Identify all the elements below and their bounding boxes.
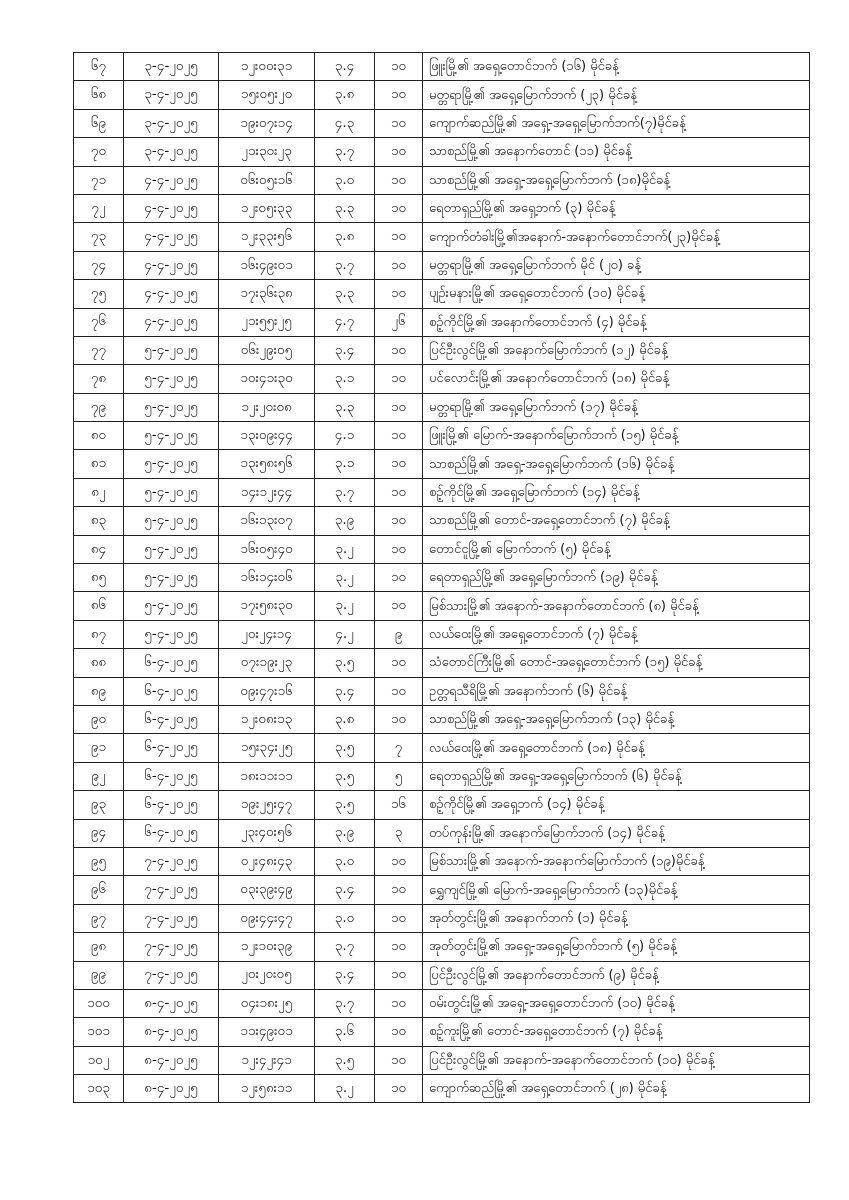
row-number-cell: ၆၇ [74, 53, 124, 81]
row-number-cell: ၇၃ [74, 223, 124, 251]
row-number-cell: ၇၂ [74, 194, 124, 222]
depth-cell: ၁၀ [375, 422, 423, 450]
date-cell: ၇-၄-၂၀၂၅ [124, 961, 219, 989]
time-cell: ၂၁း၃၀း၂၃ [219, 138, 315, 166]
depth-cell: ၁၀ [375, 53, 423, 81]
time-cell: ၀၃း၃၉း၄၉ [219, 876, 315, 904]
magnitude-cell: ၃.၅ [315, 649, 375, 677]
location-cell: ရေတာရှည်မြို့၏ အရှေ့မြောက်ဘက် (၁၉) မိုင်ခန့် [423, 564, 810, 592]
depth-cell: ၁၀ [375, 677, 423, 705]
depth-cell: ၁၀ [375, 1075, 423, 1103]
depth-cell: ၁၀ [375, 194, 423, 222]
row-number-cell: ၉၉ [74, 961, 124, 989]
location-cell: ပြင်ဦးလွင်မြို့၏ အနောက်မြောက်ဘက် (၁၂) မိုင်ခန့် [423, 336, 810, 364]
table-row [74, 336, 810, 364]
row-number-cell: ၁၀၀ [74, 989, 124, 1017]
table-row [74, 138, 810, 166]
depth-cell: ၁၀ [375, 1018, 423, 1046]
location-cell: သာစည်မြို့၏ အရှေ့-အရှေ့မြောက်ဘက် (၁၃) မိုင်ခန့် [423, 705, 810, 733]
table-row [74, 564, 810, 592]
location-cell: အုတ်တွင်းမြို့၏ အနောက်ဘက် (၁) မိုင်ခန့် [423, 904, 810, 932]
table-row [74, 592, 810, 620]
row-number-cell: ၇၈ [74, 365, 124, 393]
table-row [74, 194, 810, 222]
table-row [74, 308, 810, 336]
depth-cell: ၁၀ [375, 138, 423, 166]
time-cell: ၀၆း၂၉း၀၅ [219, 336, 315, 364]
magnitude-cell: ၃.၆ [315, 1018, 375, 1046]
row-number-cell: ၈၃ [74, 507, 124, 535]
time-cell: ၁၆း၁၄း၀၆ [219, 564, 315, 592]
time-cell: ၀၉း၄၄း၄၇ [219, 904, 315, 932]
date-cell: ၄-၄-၂၀၂၅ [124, 280, 219, 308]
depth-cell: ၇ [375, 734, 423, 762]
date-cell: ၈-၄-၂၀၂၅ [124, 1018, 219, 1046]
depth-cell: ၁၀ [375, 223, 423, 251]
depth-cell: ၁၀ [375, 592, 423, 620]
row-number-cell: ၁၀၂ [74, 1046, 124, 1074]
table-row [74, 933, 810, 961]
date-cell: ၅-၄-၂၀၂၅ [124, 592, 219, 620]
location-cell: ရေတာရှည်မြို့၏ အရှေ့-အရှေ့မြောက်ဘက် (၆) မိုင်ခန့် [423, 762, 810, 790]
location-cell: မတ္တရာမြို့၏ အရှေ့မြောက်ဘက် (၂၃) မိုင်ခန့် [423, 81, 810, 109]
row-number-cell: ၆၈ [74, 81, 124, 109]
time-cell: ၁၉း၂၅း၄၇ [219, 791, 315, 819]
table-row [74, 1075, 810, 1103]
depth-cell: ၁၀ [375, 450, 423, 478]
row-number-cell: ၈၉ [74, 677, 124, 705]
depth-cell: ၂၆ [375, 308, 423, 336]
depth-cell: ၁၀ [375, 507, 423, 535]
depth-cell: ၁၀ [375, 393, 423, 421]
location-cell: ကျောက်ဆည်မြို့၏ အရှေ့-အရှေ့မြောက်ဘက်(၇)မိုင်ခန့် [423, 109, 810, 137]
depth-cell: ၁၀ [375, 933, 423, 961]
row-number-cell: ၇၇ [74, 336, 124, 364]
location-cell: မတ္တရာမြို့၏ အရှေ့မြောက်ဘက် မိုင် (၂၀) ခန့် [423, 251, 810, 279]
table-row [74, 166, 810, 194]
time-cell: ၁၀း၄၁း၃၀ [219, 365, 315, 393]
row-number-cell: ၁၀၃ [74, 1075, 124, 1103]
table-row [74, 819, 810, 847]
date-cell: ၅-၄-၂၀၂၅ [124, 507, 219, 535]
date-cell: ၈-၄-၂၀၂၅ [124, 989, 219, 1017]
date-cell: ၃-၄-၂၀၂၅ [124, 53, 219, 81]
table-row [74, 989, 810, 1017]
magnitude-cell: ၃.၇ [315, 989, 375, 1017]
row-number-cell: ၇၅ [74, 280, 124, 308]
time-cell: ၁၇း၃၆း၃၈ [219, 280, 315, 308]
depth-cell: ၁၀ [375, 535, 423, 563]
table-row [74, 365, 810, 393]
time-cell: ၂၁း၅၅း၂၅ [219, 308, 315, 336]
location-cell: တပ်ကုန်းမြို့၏ အနောက်မြောက်ဘက် (၁၄) မိုင်ခန့် [423, 819, 810, 847]
depth-cell: ၁၀ [375, 961, 423, 989]
row-number-cell: ၈၁ [74, 450, 124, 478]
magnitude-cell: ၃.၇ [315, 138, 375, 166]
date-cell: ၇-၄-၂၀၂၅ [124, 847, 219, 875]
date-cell: ၅-၄-၂၀၂၅ [124, 365, 219, 393]
table-row [74, 535, 810, 563]
date-cell: ၆-၄-၂၀၂၅ [124, 734, 219, 762]
time-cell: ၂၀း၂၄း၁၄ [219, 620, 315, 648]
location-cell: အုတ်တွင်းမြို့၏ အရှေ့-အရှေ့မြောက်ဘက် (၅) မိုင်ခန့် [423, 933, 810, 961]
location-cell: စဉ့်ကူးမြို့၏ တောင်-အရှေ့တောင်ဘက် (၇) မိုင်ခန့် [423, 1018, 810, 1046]
time-cell: ၁၇း၅၈း၃၀ [219, 592, 315, 620]
depth-cell: ၁၀ [375, 1046, 423, 1074]
location-cell: သာစည်မြို့၏ အရှေ့-အရှေ့မြောက်ဘက် (၁၆) မိုင်ခန့် [423, 450, 810, 478]
time-cell: ၂၀း၂၀း၀၅ [219, 961, 315, 989]
date-cell: ၄-၄-၂၀၂၅ [124, 223, 219, 251]
table-row [74, 677, 810, 705]
date-cell: ၅-၄-၂၀၂၅ [124, 422, 219, 450]
row-number-cell: ၉၅ [74, 847, 124, 875]
date-cell: ၆-၄-၂၀၂၅ [124, 677, 219, 705]
location-cell: မတ္တရာမြို့၏ အရှေ့မြောက်ဘက် (၁၇) မိုင်ခန့် [423, 393, 810, 421]
location-cell: တောင်ငူမြို့၏ မြောက်ဘက် (၅) မိုင်ခန့် [423, 535, 810, 563]
depth-cell: ၁၀ [375, 989, 423, 1017]
table-row [74, 791, 810, 819]
time-cell: ၁၂း၀၀း၃၁ [219, 53, 315, 81]
depth-cell: ၁၀ [375, 81, 423, 109]
date-cell: ၃-၄-၂၀၂၅ [124, 138, 219, 166]
magnitude-cell: ၃.၄ [315, 53, 375, 81]
location-cell: လယ်ဝေးမြို့၏ အရှေ့တောင်ဘက် (၁၈) မိုင်ခန့် [423, 734, 810, 762]
date-cell: ၅-၄-၂၀၂၅ [124, 393, 219, 421]
row-number-cell: ၈၇ [74, 620, 124, 648]
date-cell: ၄-၄-၂၀၂၅ [124, 166, 219, 194]
time-cell: ၀၇း၁၉း၂၃ [219, 649, 315, 677]
row-number-cell: ၉၃ [74, 791, 124, 819]
magnitude-cell: ၃.၉ [315, 507, 375, 535]
depth-cell: ၁၀ [375, 904, 423, 932]
date-cell: ၄-၄-၂၀၂၅ [124, 251, 219, 279]
table-row [74, 734, 810, 762]
depth-cell: ၁၀ [375, 478, 423, 506]
table-row [74, 251, 810, 279]
time-cell: ၁၂း၃၃း၅၆ [219, 223, 315, 251]
depth-cell: ၁၀ [375, 847, 423, 875]
table-row [74, 109, 810, 137]
table-row [74, 961, 810, 989]
magnitude-cell: ၃.၁ [315, 365, 375, 393]
date-cell: ၆-၄-၂၀၂၅ [124, 819, 219, 847]
time-cell: ၁၆း၁၃း၀၇ [219, 507, 315, 535]
table-row [74, 53, 810, 81]
date-cell: ၄-၄-၂၀၂၅ [124, 194, 219, 222]
row-number-cell: ၇၄ [74, 251, 124, 279]
magnitude-cell: ၃.၉ [315, 819, 375, 847]
location-cell: ပျဉ်းမနားမြို့၏ အရှေ့တောင်ဘက် (၁၀) မိုင်ခန့် [423, 280, 810, 308]
row-number-cell: ၉၆ [74, 876, 124, 904]
table-row [74, 280, 810, 308]
depth-cell: ၁၀ [375, 251, 423, 279]
date-cell: ၆-၄-၂၀၂၅ [124, 705, 219, 733]
magnitude-cell: ၄.၁ [315, 422, 375, 450]
row-number-cell: ၈၆ [74, 592, 124, 620]
time-cell: ၁၅း၃၄း၂၅ [219, 734, 315, 762]
time-cell: ၁၈း၁၁း၁၁ [219, 762, 315, 790]
location-cell: ဥတ္တရသီရိမြို့၏ အနောက်ဘက် (၆) မိုင်ခန့် [423, 677, 810, 705]
location-cell: ဝမ်းတွင်းမြို့၏ အရှေ့-အရှေ့တောင်ဘက် (၁၀) မိုင်ခန့် [423, 989, 810, 1017]
depth-cell: ၁၀ [375, 166, 423, 194]
location-cell: စဉ့်ကိုင်မြို့၏ အရှေ့ဘက် (၁၄) မိုင်ခန့် [423, 791, 810, 819]
time-cell: ၁၃း၀၉း၄၄ [219, 422, 315, 450]
magnitude-cell: ၃.၃ [315, 194, 375, 222]
magnitude-cell: ၄.၂ [315, 620, 375, 648]
row-number-cell: ၉၀ [74, 705, 124, 733]
depth-cell: ၁၀ [375, 876, 423, 904]
magnitude-cell: ၃.၁ [315, 450, 375, 478]
date-cell: ၅-၄-၂၀၂၅ [124, 478, 219, 506]
time-cell: ၁၂း၅၈း၁၁ [219, 1075, 315, 1103]
date-cell: ၃-၄-၂၀၂၅ [124, 109, 219, 137]
depth-cell: ၁၀ [375, 280, 423, 308]
date-cell: ၅-၄-၂၀၂၅ [124, 564, 219, 592]
row-number-cell: ၈၄ [74, 535, 124, 563]
table-row [74, 478, 810, 506]
location-cell: ပြင်ဦးလွင်မြို့၏ အနောက်တောင်ဘက် (၉) မိုင်ခန့် [423, 961, 810, 989]
date-cell: ၈-၄-၂၀၂၅ [124, 1046, 219, 1074]
table-row [74, 81, 810, 109]
location-cell: စဉ့်ကိုင်မြို့၏ အရှေ့မြောက်ဘက် (၁၄) မိုင်ခန့် [423, 478, 810, 506]
date-cell: ၅-၄-၂၀၂၅ [124, 535, 219, 563]
magnitude-cell: ၃.၄ [315, 677, 375, 705]
date-cell: ၅-၄-၂၀၂၅ [124, 620, 219, 648]
row-number-cell: ၇၆ [74, 308, 124, 336]
magnitude-cell: ၃.၂ [315, 535, 375, 563]
time-cell: ၁၃း၅၈း၅၆ [219, 450, 315, 478]
table-row [74, 1046, 810, 1074]
date-cell: ၆-၄-၂၀၂၅ [124, 762, 219, 790]
magnitude-cell: ၃.၇ [315, 933, 375, 961]
location-cell: ရေတာရှည်မြို့၏ အရှေ့ဘက် (၃) မိုင်ခန့် [423, 194, 810, 222]
table-row [74, 847, 810, 875]
row-number-cell: ၉၄ [74, 819, 124, 847]
time-cell: ၀၄း၁၈း၂၅ [219, 989, 315, 1017]
time-cell: ၁၅း၀၅း၂၀ [219, 81, 315, 109]
row-number-cell: ၆၉ [74, 109, 124, 137]
time-cell: ၁၂း၄၂း၄၁ [219, 1046, 315, 1074]
time-cell: ၁၄း၁၂း၄၄ [219, 478, 315, 506]
location-cell: လယ်ဝေးမြို့၏ အရှေ့တောင်ဘက် (၇) မိုင်ခန့် [423, 620, 810, 648]
row-number-cell: ၇၁ [74, 166, 124, 194]
magnitude-cell: ၃.၃ [315, 280, 375, 308]
magnitude-cell: ၃.၈ [315, 705, 375, 733]
time-cell: ၀၉း၄၇း၁၆ [219, 677, 315, 705]
time-cell: ၀၂း၄၈း၄၃ [219, 847, 315, 875]
table-row [74, 422, 810, 450]
date-cell: ၅-၄-၂၀၂၅ [124, 336, 219, 364]
time-cell: ၁၆း၀၅း၄၀ [219, 535, 315, 563]
row-number-cell: ၇၀ [74, 138, 124, 166]
depth-cell: ၃ [375, 819, 423, 847]
date-cell: ၇-၄-၂၀၂၅ [124, 904, 219, 932]
table-row [74, 705, 810, 733]
depth-cell: ၅ [375, 762, 423, 790]
magnitude-cell: ၃.၂ [315, 1075, 375, 1103]
magnitude-cell: ၃.၄ [315, 336, 375, 364]
earthquake-table [73, 52, 810, 1103]
magnitude-cell: ၃.၂ [315, 564, 375, 592]
location-cell: စဉ့်ကိုင်မြို့၏ အနောက်တောင်ဘက် (၄) မိုင်ခန့် [423, 308, 810, 336]
row-number-cell: ၇၉ [74, 393, 124, 421]
magnitude-cell: ၃.၅ [315, 791, 375, 819]
magnitude-cell: ၃.၅ [315, 762, 375, 790]
date-cell: ၄-၄-၂၀၂၅ [124, 308, 219, 336]
depth-cell: ၁၀ [375, 564, 423, 592]
magnitude-cell: ၃.၇ [315, 251, 375, 279]
magnitude-cell: ၃.၀ [315, 904, 375, 932]
table-body [74, 53, 810, 1103]
magnitude-cell: ၄.၃ [315, 109, 375, 137]
table-row [74, 450, 810, 478]
row-number-cell: ၉၁ [74, 734, 124, 762]
row-number-cell: ၈၅ [74, 564, 124, 592]
date-cell: ၈-၄-၂၀၂၅ [124, 1075, 219, 1103]
location-cell: သာစည်မြို့၏ တောင်-အရှေ့တောင်ဘက် (၇) မိုင်ခန့် [423, 507, 810, 535]
location-cell: ရွှေကျင်မြို့၏ မြောက်-အရှေ့မြောက်ဘက် (၁၃)မိုင်ခန့် [423, 876, 810, 904]
location-cell: သာစည်မြို့၏ အရှေ့-အရှေ့မြောက်ဘက် (၁၈)မိုင်ခန့် [423, 166, 810, 194]
location-cell: သာစည်မြို့၏ အနောက်တောင် (၁၁) မိုင်ခန့် [423, 138, 810, 166]
depth-cell: ၉ [375, 620, 423, 648]
location-cell: ကျောက်ဆည်မြို့၏ အရှေ့တောင်ဘက် (၂၈) မိုင်ခန့် [423, 1075, 810, 1103]
location-cell: မြစ်သားမြို့၏ အနောက်-အနောက်မြောက်ဘက် (၁၉)မိုင်ခန့် [423, 847, 810, 875]
time-cell: ၁၂း၂၀း၀၈ [219, 393, 315, 421]
location-cell: ကျောက်တံခါးမြို့၏အနောက်-အနောက်တောင်ဘက်(၂၃)မိုင်ခန့် [423, 223, 810, 251]
location-cell: ပြင်ဦးလွင်မြို့၏ အနောက်-အနောက်တောင်ဘက် (၁၀) မိုင်ခန့် [423, 1046, 810, 1074]
row-number-cell: ၉၈ [74, 933, 124, 961]
location-cell: ဖြူးမြို့၏ မြောက်-အနောက်မြောက်ဘက် (၁၅) မိုင်ခန့် [423, 422, 810, 450]
table-row [74, 393, 810, 421]
date-cell: ၆-၄-၂၀၂၅ [124, 791, 219, 819]
location-cell: သံတောင်ကြီးမြို့၏ တောင်-အရှေ့တောင်ဘက် (၁၅) မိုင်ခန့် [423, 649, 810, 677]
location-cell: ဖြူးမြို့၏ အရှေ့တောင်ဘက် (၁၆) မိုင်ခန့် [423, 53, 810, 81]
time-cell: ၁၆း၄၉း၀၁ [219, 251, 315, 279]
row-number-cell: ၉၇ [74, 904, 124, 932]
depth-cell: ၁၀ [375, 109, 423, 137]
magnitude-cell: ၃.၀ [315, 847, 375, 875]
magnitude-cell: ၄.၇ [315, 308, 375, 336]
row-number-cell: ၈၂ [74, 478, 124, 506]
depth-cell: ၁၀ [375, 705, 423, 733]
time-cell: ၁၉း၀၇း၁၄ [219, 109, 315, 137]
time-cell: ၁၂း၁၀း၃၉ [219, 933, 315, 961]
date-cell: ၇-၄-၂၀၂၅ [124, 933, 219, 961]
time-cell: ၁၂း၀၅း၃၃ [219, 194, 315, 222]
magnitude-cell: ၃.၈ [315, 81, 375, 109]
row-number-cell: ၁၀၁ [74, 1018, 124, 1046]
location-cell: ပင်လောင်းမြို့၏ အနောက်တောင်ဘက် (၁၈) မိုင်ခန့် [423, 365, 810, 393]
magnitude-cell: ၃.၅ [315, 734, 375, 762]
magnitude-cell: ၃.၃ [315, 393, 375, 421]
table-row [74, 620, 810, 648]
magnitude-cell: ၃.၇ [315, 478, 375, 506]
row-number-cell: ၈၈ [74, 649, 124, 677]
location-cell: မြစ်သားမြို့၏ အနောက်-အနောက်တောင်ဘက် (၈) မိုင်ခန့် [423, 592, 810, 620]
magnitude-cell: ၃.၄ [315, 961, 375, 989]
table-row [74, 649, 810, 677]
table-row [74, 223, 810, 251]
magnitude-cell: ၃.၂ [315, 592, 375, 620]
row-number-cell: ၉၂ [74, 762, 124, 790]
depth-cell: ၁၀ [375, 365, 423, 393]
table-row [74, 1018, 810, 1046]
time-cell: ၂၃း၄၀း၅၆ [219, 819, 315, 847]
depth-cell: ၁၀ [375, 649, 423, 677]
time-cell: ၀၆း၀၅း၁၆ [219, 166, 315, 194]
time-cell: ၁၁း၄၉း၀၁ [219, 1018, 315, 1046]
date-cell: ၆-၄-၂၀၂၅ [124, 649, 219, 677]
table-row [74, 762, 810, 790]
magnitude-cell: ၃.၈ [315, 223, 375, 251]
time-cell: ၁၂း၀၈း၁၃ [219, 705, 315, 733]
date-cell: ၃-၄-၂၀၂၅ [124, 81, 219, 109]
date-cell: ၅-၄-၂၀၂၅ [124, 450, 219, 478]
depth-cell: ၁၆ [375, 791, 423, 819]
depth-cell: ၁၀ [375, 336, 423, 364]
magnitude-cell: ၃.၄ [315, 876, 375, 904]
magnitude-cell: ၃.၅ [315, 1046, 375, 1074]
date-cell: ၇-၄-၂၀၂၅ [124, 876, 219, 904]
table-row [74, 876, 810, 904]
table-row [74, 904, 810, 932]
magnitude-cell: ၃.၀ [315, 166, 375, 194]
row-number-cell: ၈၀ [74, 422, 124, 450]
table-row [74, 507, 810, 535]
